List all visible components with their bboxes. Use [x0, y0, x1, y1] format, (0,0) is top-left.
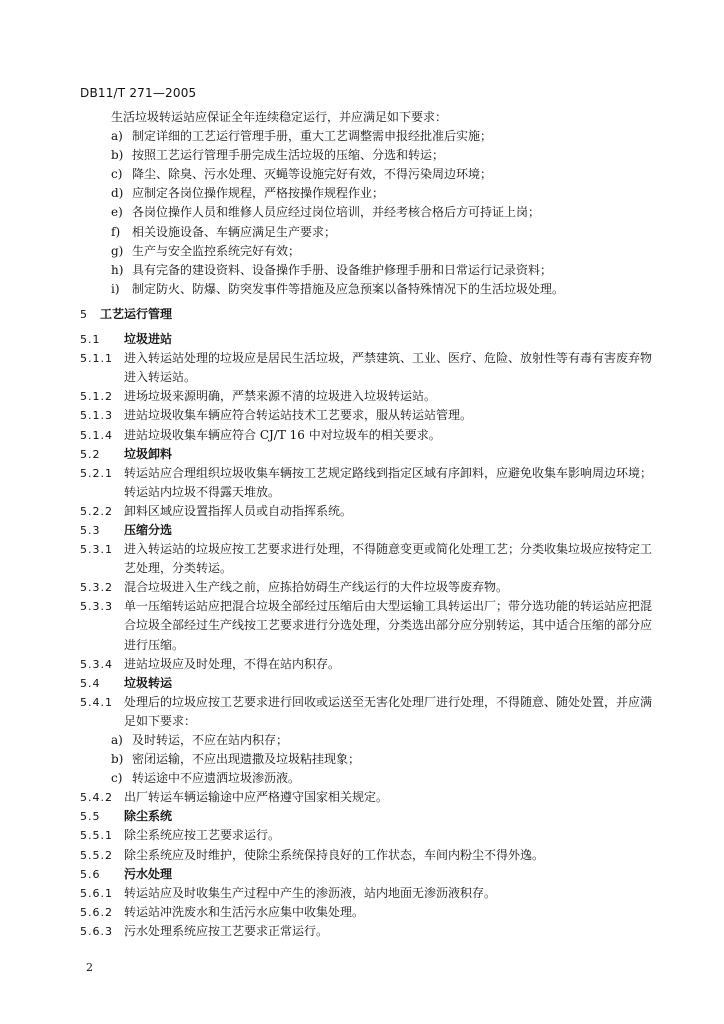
- clause: [80, 884, 662, 903]
- clause: [80, 826, 662, 845]
- list-label: e): [111, 205, 123, 220]
- list-item: [80, 731, 662, 750]
- list-label: a): [111, 129, 123, 144]
- clause-text: 污水处理系统应按工艺要求正常运行。: [124, 923, 329, 938]
- clause-text: 转运站应及时收集生产过程中产生的渗沥液，站内地面无渗沥液积存。: [124, 885, 497, 900]
- clause-number: 5.1.2: [80, 390, 113, 404]
- clause: [80, 903, 662, 922]
- list-text: 密闭运输，不应出现遗撒及垃圾粘挂现象；: [132, 752, 361, 767]
- subsection-heading: [80, 807, 662, 826]
- clause-text: 处理后的垃圾应按工艺要求进行回收或运送至无害化处理厂进行处理，不得随意、随处处置，并应满足如下要求：: [124, 694, 653, 728]
- list-item: [80, 242, 662, 261]
- clause-number: 5.3.2: [80, 581, 113, 595]
- clause: [80, 426, 662, 445]
- subsection-heading: [80, 865, 662, 884]
- clause-number: 5.4.1: [80, 695, 113, 709]
- clause-text: 进场垃圾来源明确，严禁来源不清的垃圾进入垃圾转运站。: [124, 389, 437, 404]
- subsection-title: 垃圾卸料: [124, 446, 173, 461]
- clause-text: 进站垃圾应及时处理，不得在站内积存。: [124, 656, 341, 671]
- subsection-title: 污水处理: [124, 866, 173, 881]
- list-item: [80, 184, 662, 203]
- list-item: [80, 261, 662, 280]
- requirements-list: [80, 127, 662, 299]
- clause-text: 进站垃圾收集车辆应符合转运站技术工艺要求，服从转运站管理。: [124, 408, 473, 423]
- subsection-number: 5.2: [80, 447, 101, 461]
- list-label: h): [111, 262, 124, 277]
- subsection-title: 垃圾进站: [124, 332, 173, 347]
- list-label: a): [111, 733, 123, 747]
- subsection-title: 压缩分选: [124, 522, 173, 537]
- list-item: [80, 769, 662, 788]
- clause-text: 转运站应合理组织垃圾收集车辆按工艺规定路线到指定区域有序卸料，应避免收集车影响周边环境；转运站内垃圾不得露天堆放。: [124, 465, 653, 499]
- transport-requirements-list: [80, 731, 662, 788]
- clause-text: 出厂转运车辆运输途中应严格遵守国家相关规定。: [124, 790, 389, 805]
- clause-text: 卸料区域应设置指挥人员或自动指挥系统。: [124, 503, 353, 518]
- subsection-heading: [80, 674, 662, 693]
- clause-number: 5.3.3: [80, 600, 113, 614]
- clause-number: 5.5.1: [80, 829, 113, 843]
- clause: [80, 846, 662, 865]
- list-label: d): [111, 186, 124, 201]
- list-item: [80, 223, 662, 242]
- subsection-number: 5.5: [80, 810, 101, 824]
- page-number: 2: [86, 961, 93, 974]
- clause-number: 5.1.3: [80, 409, 113, 423]
- clause-number: 5.6.3: [80, 924, 113, 938]
- list-item: [80, 203, 662, 222]
- list-label: c): [111, 167, 123, 182]
- subsection-title: 垃圾转运: [124, 675, 173, 690]
- list-text: 转运途中不应遗洒垃圾渗沥液。: [132, 771, 301, 786]
- clause-number: 5.3.4: [80, 657, 113, 671]
- list-item: [80, 165, 662, 184]
- list-text: 及时转运，不应在站内积存；: [132, 733, 289, 747]
- clause: [80, 502, 662, 521]
- subsection-number: 5.3: [80, 523, 101, 537]
- subsection-heading: [80, 445, 662, 464]
- list-text: 制定防火、防爆、防突发事件等措施及应急预案以备特殊情况下的生活垃圾处理。: [132, 281, 565, 296]
- clause-number: 5.1.1: [80, 352, 113, 366]
- section-heading: [80, 305, 662, 324]
- standard-code: DB11/T 271—2005: [80, 86, 197, 100]
- list-text: 相关设施设备、车辆应满足生产要求；: [132, 224, 337, 239]
- intro-paragraph: 生活垃圾转运站应保证全年连续稳定运行，并应满足如下要求：: [111, 110, 448, 124]
- clause: [80, 349, 662, 387]
- list-text: 具有完备的建设资料、设备操作手册、设备维护修理手册和日常运行记录资料；: [132, 262, 553, 277]
- clause-number: 5.6.1: [80, 886, 113, 900]
- list-item: [80, 750, 662, 769]
- clause-text: 转运站冲洗废水和生活污水应集中收集处理。: [124, 904, 365, 919]
- clause: [80, 406, 662, 425]
- clause-text: 混合垃圾进入生产线之前，应拣拾妨碍生产线运行的大件垃圾等废弃物。: [124, 580, 509, 595]
- list-label: c): [111, 771, 123, 786]
- list-item: [80, 280, 662, 299]
- list-item: [80, 127, 662, 146]
- list-item: [80, 146, 662, 165]
- clause: [80, 597, 662, 654]
- list-text: 应制定各岗位操作规程，严格按操作规程作业；: [132, 186, 385, 201]
- clause: [80, 922, 662, 941]
- subsection-number: 5.4: [80, 676, 101, 690]
- clause-text: 除尘系统应及时维护，使除尘系统保持良好的工作状态，车间内粉尘不得外逸。: [124, 847, 545, 862]
- subsection-number: 5.1: [80, 333, 101, 347]
- clause-text: 进入转运站的垃圾应按工艺要求进行处理，不得随意变更或简化处理工艺；分类收集垃圾应按特定工艺处理，分类转运。: [124, 542, 653, 576]
- list-label: i): [111, 281, 120, 296]
- clause-text: 单一压缩转运站应把混合垃圾全部经过压缩后由大型运输工具转运出厂；带分选功能的转运站应把混合垃圾全部经过生产线按工艺要求进行分选处理，分类选出部分应分别转运，其中适合压缩的部分应进行压缩。: [124, 599, 653, 652]
- list-label: b): [111, 148, 124, 163]
- subsection-heading: [80, 330, 662, 349]
- clause-number: 5.2.1: [80, 466, 113, 480]
- clause-number: 5.1.4: [80, 428, 113, 442]
- document-body: [80, 108, 662, 941]
- list-text: 降尘、除臭、污水处理、灭蝇等设施完好有效，不得污染周边环境；: [132, 167, 493, 182]
- clause-text: 除尘系统应按工艺要求运行。: [124, 828, 281, 843]
- clause-number: 5.2.2: [80, 504, 113, 518]
- list-text: 制定详细的工艺运行管理手册，重大工艺调整需申报经批准后实施；: [132, 129, 493, 144]
- section-number: 5: [80, 307, 88, 321]
- clause-number: 5.6.2: [80, 905, 113, 919]
- list-label: g): [111, 243, 124, 258]
- clause-text: 进站垃圾收集车辆应符合 CJ/T 16 中对垃圾车的相关要求。: [124, 427, 441, 442]
- list-text: 各岗位操作人员和维修人员应经过岗位培训，并经考核合格后方可持证上岗；: [132, 205, 541, 220]
- list-text: 按照工艺运行管理手册完成生活垃圾的压缩、分选和转运；: [132, 148, 445, 163]
- clause: [80, 578, 662, 597]
- clause: [80, 655, 662, 674]
- list-text: 生产与安全监控系统完好有效；: [132, 243, 301, 258]
- list-label: b): [111, 752, 124, 767]
- clause: [80, 693, 662, 731]
- clause-text: 进入转运站处理的垃圾应是居民生活垃圾，严禁建筑、工业、医疗、危险、放射性等有毒有害废弃物进入转运站。: [124, 351, 653, 385]
- clause: [80, 464, 662, 502]
- clause-number: 5.3.1: [80, 543, 113, 557]
- clause: [80, 387, 662, 406]
- subsection-number: 5.6: [80, 867, 101, 881]
- clause: [80, 788, 662, 807]
- clause-number: 5.5.2: [80, 848, 113, 862]
- subsection-title: 除尘系统: [124, 809, 173, 824]
- clause: [80, 540, 662, 578]
- subsection-heading: [80, 521, 662, 540]
- clause-number: 5.4.2: [80, 791, 113, 805]
- list-label: f): [111, 224, 121, 239]
- section-title: 工艺运行管理: [100, 306, 173, 321]
